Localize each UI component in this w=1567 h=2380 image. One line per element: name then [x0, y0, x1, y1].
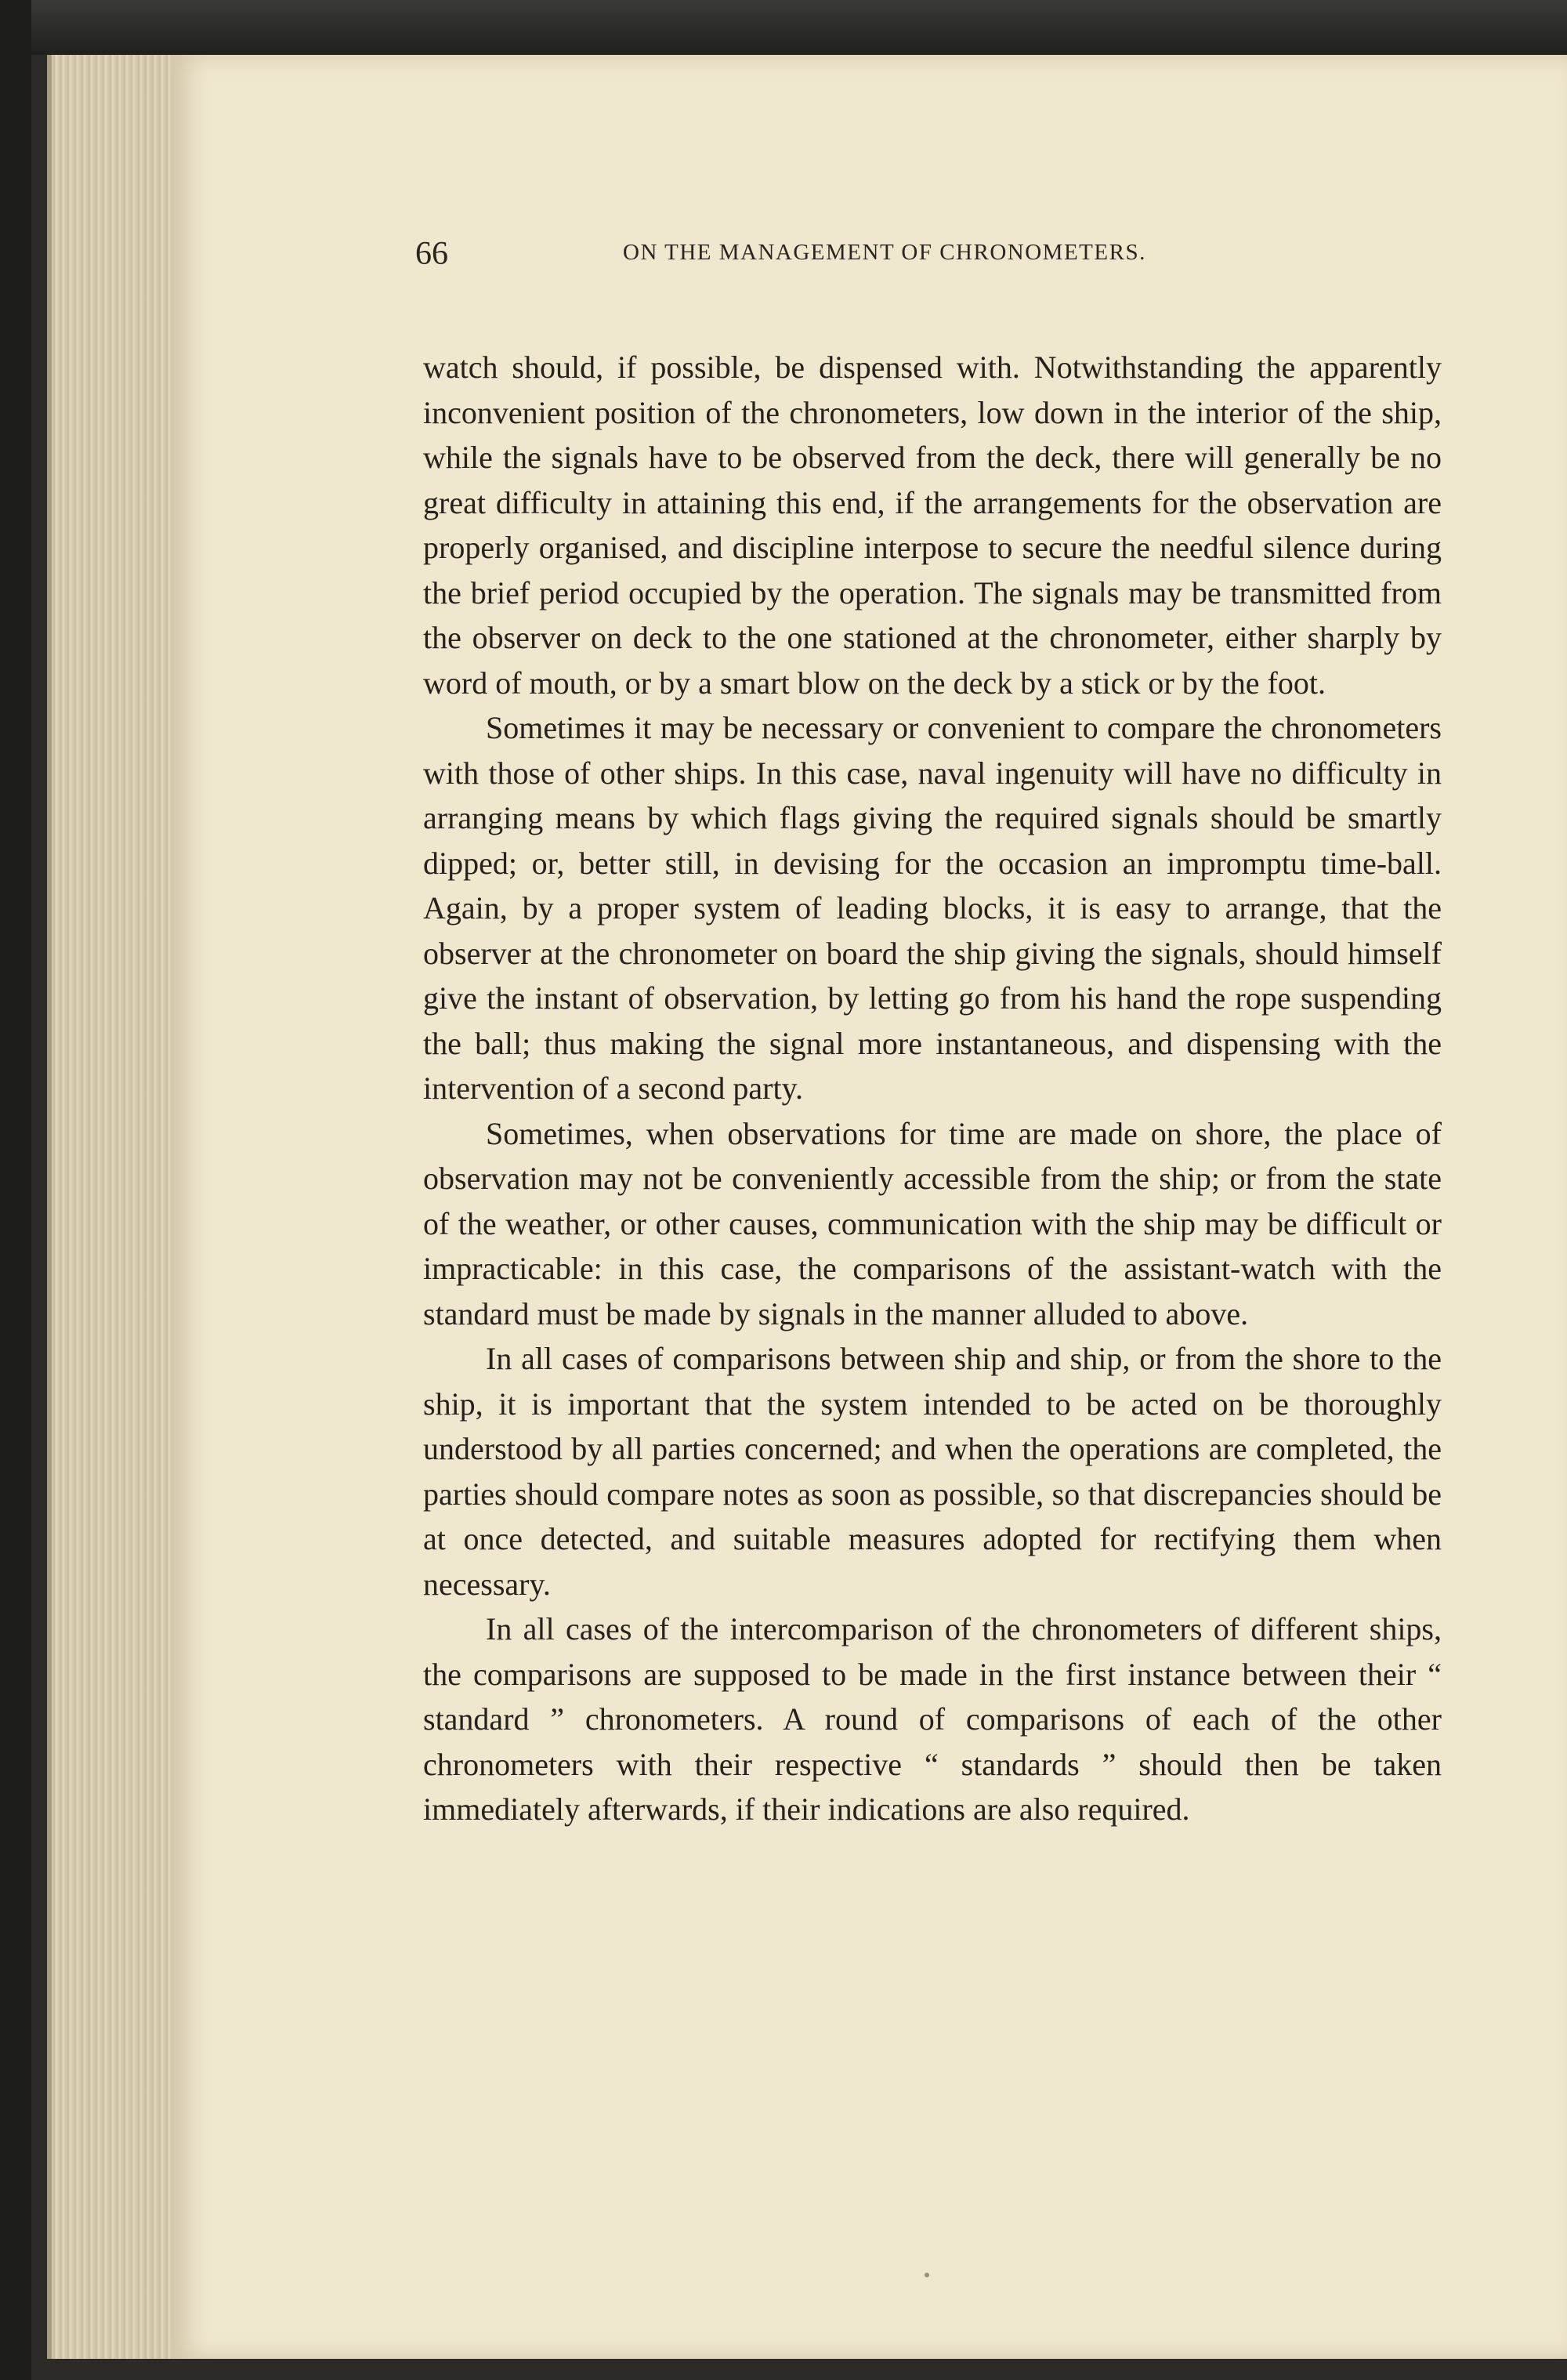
running-head: [172, 227, 1567, 274]
paragraph-4: In all cases of comparisons between ship and ship, or from the shore to the ship, it is important that the system intended to be acted on be thoroughly understood by all parties concerned; and when the operations are completed, the parties should compare notes as soon as possible, so that discrepancies should be at once detected, and suitable measures adopted for rectifying them when necessary.: [423, 1341, 1442, 1602]
paragraph-5: In all cases of the intercomparison of the chronometers of different ships, the comparisons are supposed to be made in the first instance between their “ standard ” chronometers. A round of comparisons of each of the other chronometers with their respective “ standards ” should then be taken immediately afterwards, if their indications are also required.: [423, 1611, 1442, 1827]
paper-speck: [925, 2273, 929, 2277]
body-text: [423, 345, 1442, 1832]
book-page: [172, 55, 1567, 2359]
paragraph-2: Sometimes it may be necessary or convenient to compare the chronometers with those of other ships. In this case, naval ingenuity will have no difficulty in arranging means by which flags giving the required signals should be smartly dipped; or, better still, in devising for the occasion an impromptu time-ball. Again, by a proper system of leading blocks, it is easy to arrange, that the observer at the chronometer on board the ship giving the signals, should himself give the instant of observation, by letting go from his hand the rope suspending the ball; thus making the signal more instantaneous, and dispensing with the intervention of a second party.: [423, 710, 1442, 1106]
paragraph-1: watch should, if possible, be dispensed with. Notwithstanding the apparently inconvenient position of the chronometers, low down in the interior of the ship, while the signals have to be observed from the deck, there will generally be no great difficulty in attaining this end, if the arrangements for the observation are properly organised, and discipline interpose to secure the needful silence during the brief period occupied by the operation. The signals may be transmitted from the observer on deck to the one stationed at the chronometer, either sharply by word of mouth, or by a smart blow on the deck by a stick or by the foot.: [423, 350, 1442, 701]
paragraph-3: Sometimes, when observations for time are made on shore, the place of observation may not be conveniently accessible from the ship; or from the state of the weather, or other causes, communication with the ship may be difficult or impracticable: in this case, the comparisons of the assistant-watch with the standard must be made by signals in the manner alluded to above.: [423, 1115, 1442, 1331]
book-cover-top-edge: [0, 0, 1567, 55]
book-cover-left-edge: [0, 0, 31, 2380]
page-number: 66: [415, 236, 448, 272]
running-title: ON THE MANAGEMENT OF CHRONOMETERS.: [623, 240, 1146, 265]
page-edges-stack: [47, 55, 177, 2359]
